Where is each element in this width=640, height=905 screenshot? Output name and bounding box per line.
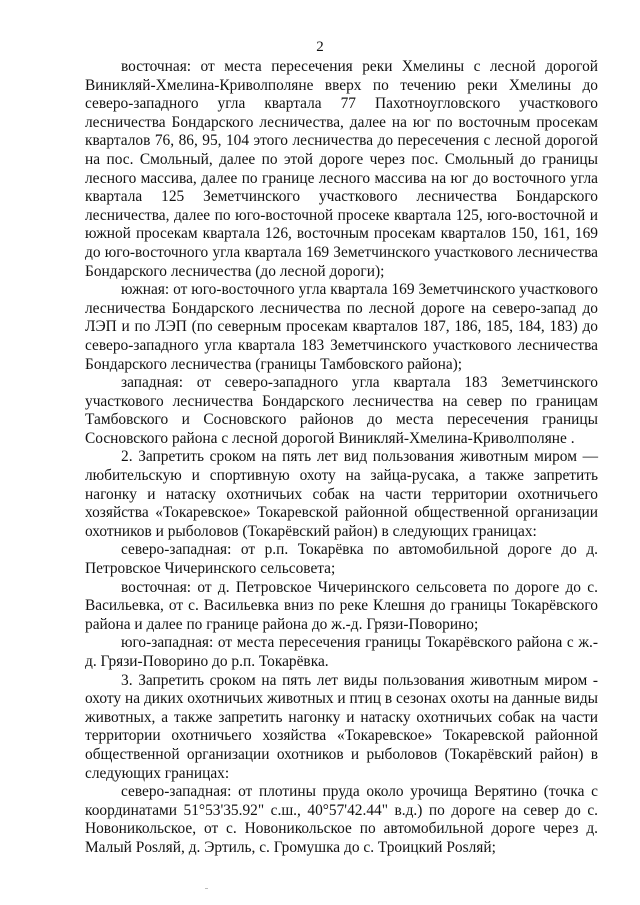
paragraph-northwest-boundary-2: северо-западная: от плотины пруда около урочища Верятино (точка с координатами 51°53'35.92" с.ш., 40°57'42.44" в.д.) по дороге на север до с. Новоникольское, от с. Новоникольское по автомобильной дороге через д. Малый Рosляй, д. Эртиль, с. Громушка до с. Троицкий Рosляй;: [85, 783, 598, 856]
scan-artifact-dot: [205, 888, 208, 889]
paragraph-item-2: 2. Запретить сроком на пять лет вид пользования животным миром — любительскую и спортивную охоту на зайца-русака, а также запретить нагонку и натаску охотничьих собак на части территории охотничьего хозяйства «Токаревское» Токаревской районной общественной организации охотников и рыболовов (Токарёвский район) в следующих границах:: [85, 448, 598, 540]
paragraph-east-boundary: восточная: от места пересечения реки Хмелины с лесной дорогой Виникляй-Хмелина-Криволполяне вверх по течению реки Хмелины до северо-западного угла квартала 77 Пахотноугловского участкового лесничества Бондарского лесничества, далее на юг по восточным просекам кварталов 76, 86, 95, 104 этого лесничества до пересечения с лесной дорогой на пос. Смольный, далее по этой дороге через пос. Смольный до границы лесного массива, далее по границе лесного массива на юг до восточного угла квартала 125 Земетчинского участкового лесничества Бондарского лесничества, далее по юго-восточной просеке квартала 125, юго-восточной и южной просекам квартала 126, восточным просекам кварталов 150, 161, 169 до юго-восточного угла квартала 169 Земетчинского участкового лесничества Бондарского лесничества (до лесной дороги);: [85, 58, 598, 280]
paragraph-southwest-boundary: юго-западная: от места пересечения границы Токарёвского района с ж.-д. Грязи-Поворино до р.п. Токарёвка.: [85, 634, 598, 670]
paragraph-south-boundary: южная: от юго-восточного угла квартала 169 Земетчинского участкового лесничества Бондарского лесничества по лесной дороге на северо-запад до ЛЭП и по ЛЭП (по северным просекам кварталов 187, 186, 185, 184, 183) до северо-западного угла квартала 183 Земетчинского участкового лесничества Бондарского лесничества (границы Тамбовского района);: [85, 281, 598, 373]
page-number: 2: [316, 39, 324, 55]
document-body: [85, 58, 598, 858]
paragraph-item-3: 3. Запретить сроком на пять лет виды пользования животным миром - охоту на диких охотничьих животных и птиц в сезонах охоты на данные виды животных, а также запретить нагонку и натаску охотничьих собак на части территории охотничьего хозяйства «Токаревское» Токаревской районной общественной организации охотников и рыболовов (Токарёвский район) в следующих границах:: [85, 671, 598, 782]
paragraph-northwest-boundary: северо-западная: от р.п. Токарёвка по автомобильной дороге до д. Петровское Чичеринского сельсовета;: [85, 541, 598, 578]
paragraph-west-boundary: западная: от северо-западного угла квартала 183 Земетчинского участкового лесничества Бондарского лесничества на север по границам Тамбовского и Сосновского районов до места пересечения границы Сосновского района с лесной дорогой Виникляй-Хмелина-Криволполяне .: [85, 374, 598, 447]
paragraph-east-boundary-2: восточная: от д. Петровское Чичеринского сельсовета по дороге до с. Васильевка, от с. Васильевка вниз по реке Клешня до границы Токарёвского района и далее по границе района до ж.-д. Грязи-Поворино;: [85, 578, 598, 633]
